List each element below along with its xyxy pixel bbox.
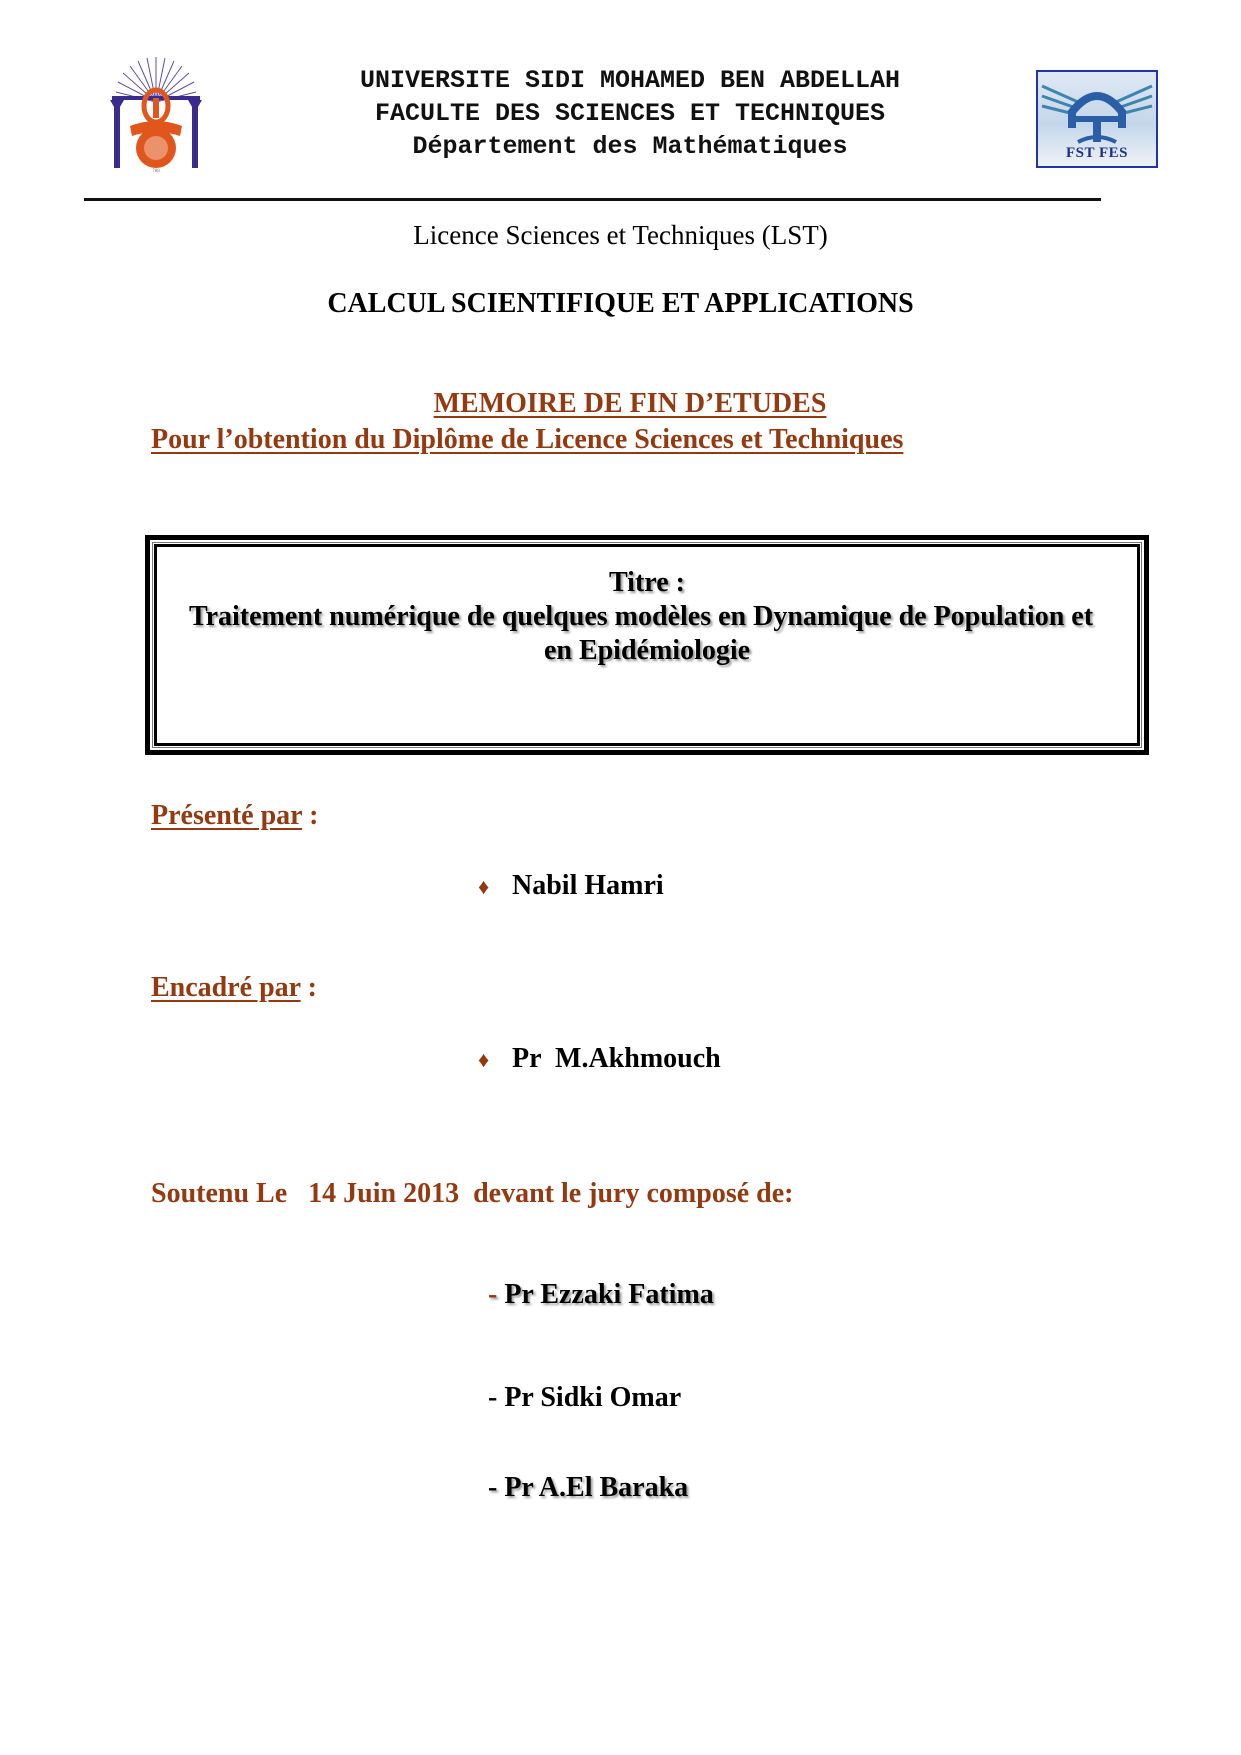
jury-member-name: Pr Ezzaki Fatima	[504, 1279, 714, 1310]
defense-statement: Soutenu Le 14 Juin 2013 devant le jury composé de:	[151, 1178, 794, 1209]
memoire-heading	[0, 388, 1241, 420]
jury-dash: -	[488, 1472, 505, 1503]
faculty-name: FACULTE DES SCIENCES ET TECHNIQUES	[374, 99, 886, 128]
title-line-1: Traitement numérique de quelques modèles en Dynamique de Population et	[188, 601, 1094, 632]
presented-by-text: Présenté par	[151, 800, 303, 831]
supervisor-name: Pr M.Akhmouch	[512, 1043, 721, 1074]
jury-member	[474, 1247, 714, 1311]
presented-by-colon: :	[302, 800, 319, 831]
header-divider	[84, 198, 1101, 201]
licence-title: Licence Sciences et Techniques (LST)	[413, 220, 828, 250]
student-item	[478, 870, 664, 902]
jury-member	[474, 1440, 688, 1504]
title-line-2: en Epidémiologie	[543, 635, 751, 666]
title-label: Titre :	[609, 567, 685, 598]
presented-by-label	[151, 800, 318, 832]
department-name: Département des Mathématiques	[412, 132, 848, 161]
jury-dash: -	[488, 1279, 505, 1310]
supervisor-item	[478, 1043, 721, 1075]
student-name: Nabil Hamri	[512, 870, 664, 901]
thesis-title	[150, 566, 1144, 668]
jury-member-name: Pr Sidki Omar	[504, 1382, 682, 1413]
fst-fes-logo-text: FST FES	[1066, 145, 1128, 161]
svg-text:788: 788	[152, 169, 160, 174]
diamond-bullet-icon: ♦	[478, 874, 490, 899]
jury-member	[474, 1350, 681, 1414]
supervised-by-colon: :	[300, 972, 317, 1003]
program-title: CALCUL SCIENTIFIQUE ET APPLICATIONS	[327, 288, 914, 319]
diamond-bullet-icon: ♦	[478, 1047, 490, 1072]
supervised-by-text: Encadré par	[151, 972, 301, 1003]
diploma-subheading: Pour l’obtention du Diplôme de Licence Sciences et Techniques	[151, 424, 904, 455]
institution-header	[240, 64, 1020, 163]
university-name: UNIVERSITE SIDI MOHAMED BEN ABDELLAH	[359, 66, 901, 95]
usmba-university-crest-icon	[108, 56, 204, 174]
fst-fes-logo-icon	[1036, 70, 1158, 168]
jury-member-name: Pr A.El Baraka	[504, 1472, 689, 1503]
memoire-heading-text: MEMOIRE DE FIN D’ETUDES	[433, 388, 827, 419]
jury-dash: -	[488, 1382, 505, 1413]
thesis-title-box	[145, 535, 1149, 755]
supervised-by-label	[151, 972, 317, 1004]
